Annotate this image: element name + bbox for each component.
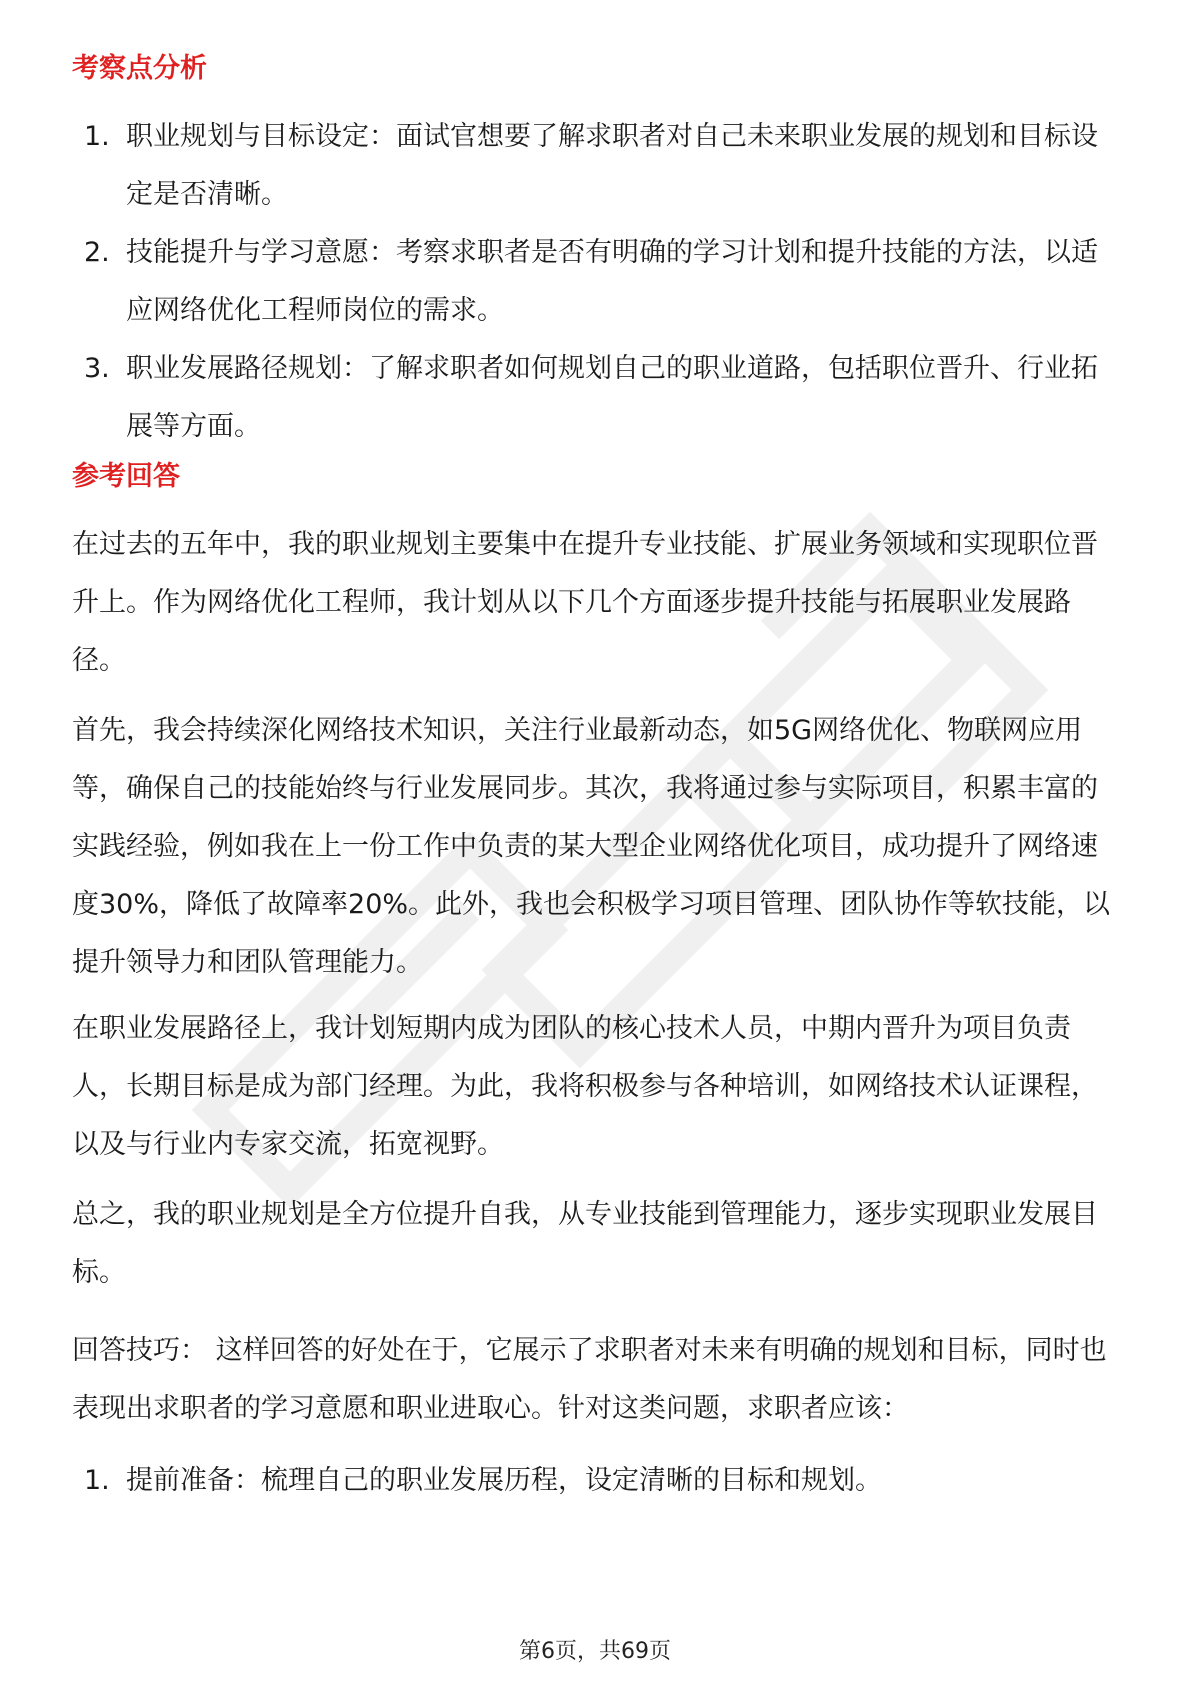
list-number: 3. [84,353,110,384]
list-item [72,340,1118,456]
tips-list [72,1452,1118,1510]
list-text: 职业发展路径规划：了解求职者如何规划自己的职业道路，包括职位晋升、行业拓展等方面。 [126,353,1098,442]
answer-paragraph: 在职业发展路径上，我计划短期内成为团队的核心技术人员，中期内晋升为项目负责人，长期目标是成为部门经理。为此，我将积极参与各种培训，如网络技术认证课程，以及与行业内专家交流，拓宽视野。 [72,1013,1098,1160]
list-number: 1. [84,121,110,152]
list-text: 职业规划与目标设定：面试官想要了解求职者对自己未来职业发展的规划和目标设定是否清晰。 [126,121,1098,210]
answer-paragraph: 在过去的五年中，我的职业规划主要集中在提升专业技能、扩展业务领域和实现职位晋升上。作为网络优化工程师，我计划从以下几个方面逐步提升技能与拓展职业发展路径。 [72,529,1098,676]
list-item [72,224,1118,340]
list-text: 技能提升与学习意愿：考察求职者是否有明确的学习计划和提升技能的方法，以适应网络优化工程师岗位的需求。 [126,237,1098,326]
answer-tips-paragraph: 回答技巧： 这样回答的好处在于，它展示了求职者对未来有明确的规划和目标，同时也表现出求职者的学习意愿和职业进取心。针对这类问题，求职者应该： [72,1335,1107,1424]
page-footer: 第6页，共69页 [519,1639,671,1664]
list-text: 提前准备：梳理自己的职业发展历程，设定清晰的目标和规划。 [126,1465,882,1496]
answer-paragraph: 首先，我会持续深化网络技术知识，关注行业最新动态，如5G网络优化、物联网应用等，确保自己的技能始终与行业发展同步。其次，我将通过参与实际项目，积累丰富的实践经验，例如我在上一份工作中负责的某大型企业网络优化项目，成功提升了网络速度30%，降低了故障率20%。此外，我也会积极学习项目管理、团队协作等软技能，以提升领导力和团队管理能力。 [72,715,1111,978]
section-heading-answer: 参考回答 [72,461,180,492]
list-number: 1. [84,1465,110,1496]
list-number: 2. [84,237,110,268]
section-heading-analysis: 考察点分析 [72,53,207,84]
answer-paragraph: 总之，我的职业规划是全方位提升自我，从专业技能到管理能力，逐步实现职业发展目标。 [72,1199,1098,1288]
list-item [72,108,1118,224]
list-item [72,1452,1118,1510]
analysis-list [72,108,1118,456]
